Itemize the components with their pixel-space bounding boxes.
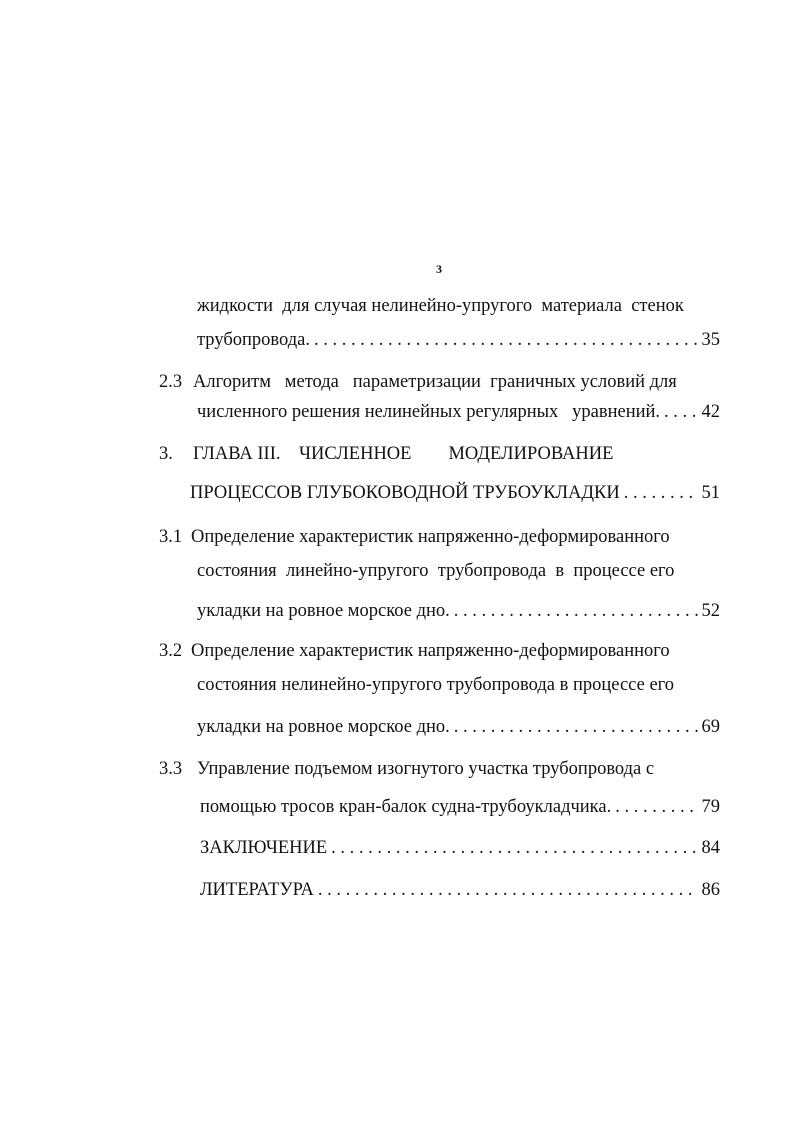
toc-text: Алгоритм метода параметризации граничных условий для <box>193 372 677 392</box>
toc-number: 3.1 <box>159 527 183 547</box>
toc-page: 84 <box>701 838 720 858</box>
toc-text: ГЛАВА III. ЧИСЛЕННОЕ МОДЕЛИРОВАНИЕ <box>193 444 614 464</box>
toc-line <box>197 559 674 583</box>
page-number: 3 <box>436 262 442 276</box>
toc-line <box>197 673 674 697</box>
toc-line <box>193 442 613 466</box>
toc-entry[interactable] <box>197 328 720 352</box>
toc-line <box>191 525 670 549</box>
toc-number: 2.3 <box>159 372 183 392</box>
toc-page: 79 <box>701 797 720 817</box>
toc-page: 35 <box>701 330 720 350</box>
toc-number: 3. <box>159 444 173 464</box>
toc-line <box>193 370 677 394</box>
toc-text: ПРОЦЕССОВ ГЛУБОКОВОДНОЙ ТРУБОУКЛАДКИ <box>190 483 620 503</box>
dot-leader <box>314 328 698 352</box>
toc-entry[interactable] <box>197 599 720 623</box>
toc-text: трубопровода. <box>197 330 310 350</box>
toc-page: 42 <box>701 402 720 422</box>
toc-text: помощью тросов кран-балок судна-трубоукладчика. <box>200 797 612 817</box>
toc-text: укладки на ровное морское дно. <box>197 601 450 621</box>
toc-text: Определение характеристик напряженно-деформированного <box>191 641 670 661</box>
toc-page: 52 <box>701 601 720 621</box>
toc-entry[interactable] <box>190 481 720 505</box>
toc-text: состояния линейно-упругого трубопровода в процессе его <box>197 561 675 581</box>
toc-line <box>191 639 670 663</box>
dot-leader <box>318 878 698 902</box>
dot-leader <box>331 836 697 860</box>
toc-entry[interactable] <box>200 795 720 819</box>
toc-number: 3.2 <box>159 641 183 661</box>
toc-line <box>197 294 684 318</box>
toc-entry[interactable] <box>200 878 720 902</box>
toc-text: Управление подъемом изогнутого участка трубопровода с <box>197 759 655 779</box>
toc-text: Определение характеристик напряженно-деформированного <box>191 527 670 547</box>
dot-leader <box>624 481 698 505</box>
toc-page: 69 <box>701 717 720 737</box>
toc-text: укладки на ровное морское дно. <box>197 717 450 737</box>
toc-entry[interactable] <box>200 836 720 860</box>
toc-text: ЛИТЕРАТУРА <box>200 880 314 900</box>
toc-line <box>197 757 654 781</box>
toc-page: 51 <box>701 483 720 503</box>
toc-number: 3.3 <box>159 759 183 779</box>
toc-text: жидкости для случая нелинейно-упругого материала стенок <box>197 296 684 316</box>
toc-text: численного решения нелинейных регулярных уравнений. <box>197 402 661 422</box>
dot-leader <box>454 599 698 623</box>
dot-leader <box>615 795 697 819</box>
dot-leader <box>664 400 697 424</box>
toc-text: состояния нелинейно-упругого трубопровода в процессе его <box>197 675 675 695</box>
toc-page: 86 <box>701 880 720 900</box>
toc-text: ЗАКЛЮЧЕНИЕ <box>200 838 328 858</box>
toc-entry[interactable] <box>197 715 720 739</box>
toc-entry[interactable] <box>197 400 720 424</box>
dot-leader <box>454 715 698 739</box>
